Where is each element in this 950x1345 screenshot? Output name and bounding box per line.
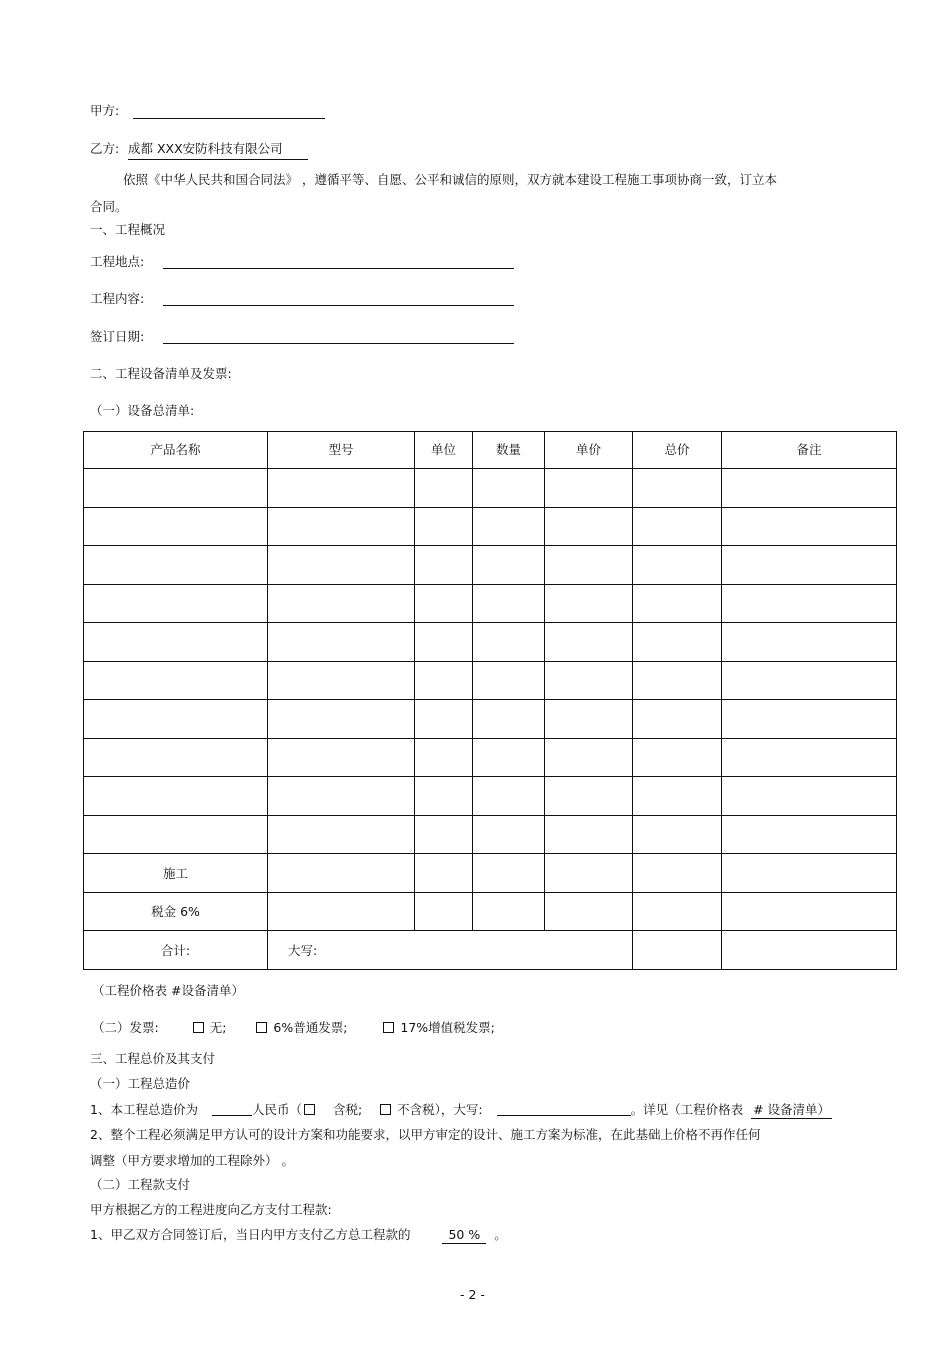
table-cell[interactable] [473,854,545,893]
party-a-label: 甲方: [90,103,120,118]
payment-percent: 50 % [442,1227,486,1244]
table-row-construction [84,854,897,893]
table-row [84,815,897,854]
table-cell[interactable] [545,892,633,931]
table-row [84,584,897,623]
table-cell[interactable] [545,661,633,700]
row-label-construction: 施工 [84,854,268,893]
table-cell[interactable] [722,815,897,854]
table-note: （工程价格表 #设备清单） [92,983,244,998]
invoice-option-vat: 17%增值税发票; [400,1020,495,1035]
table-cell[interactable] [473,738,545,777]
row-label-tax: 税金 6% [84,892,268,931]
table-cell[interactable] [545,584,633,623]
field-blank-location[interactable] [163,268,514,269]
equipment-table [83,431,897,970]
invoice-normal-checkbox[interactable] [256,1022,267,1033]
table-cell[interactable] [722,546,897,585]
table-cell[interactable] [473,584,545,623]
table-row-total [84,931,897,970]
table-cell[interactable] [415,700,473,739]
field-label-location: 工程地点: [90,254,145,269]
table-cell[interactable] [722,738,897,777]
table-cell[interactable] [415,507,473,546]
price-table-reference: # 设备清单） [753,1102,831,1117]
table-cell[interactable] [473,546,545,585]
table-cell[interactable] [633,931,722,970]
equipment-list-subtitle: （一）设备总清单: [90,403,195,418]
invoice-option-normal: 6%普通发票; [273,1020,348,1035]
table-cell[interactable] [633,777,722,816]
payment-item-1 [90,1225,507,1243]
section-3-title: 三、工程总价及其支付 [90,1051,216,1066]
table-cell[interactable] [633,854,722,893]
table-cell[interactable] [84,546,268,585]
table-row [84,507,897,546]
payment-intro: 甲方根据乙方的工程进度向乙方支付工程款: [90,1202,332,1217]
row-total-daxie[interactable]: 大写: [268,931,633,970]
section-1-title: 一、工程概况 [90,222,166,237]
table-cell[interactable] [415,738,473,777]
table-cell[interactable] [268,700,415,739]
table-cell[interactable] [268,815,415,854]
payment-item-1-end: 。 [494,1227,507,1242]
invoice-label: （二）发票: [92,1020,159,1035]
table-cell[interactable] [722,892,897,931]
invoice-vat-checkbox[interactable] [383,1022,394,1033]
table-cell[interactable] [84,584,268,623]
invoice-option-none: 无; [209,1020,227,1035]
payment-item-1-text: 1、甲乙双方合同签订后，当日内甲方支付乙方总工程款的 [90,1227,411,1242]
table-cell[interactable] [268,854,415,893]
party-b-label: 乙方: [90,141,120,156]
table-cell[interactable] [268,584,415,623]
header-product-name: 产品名称 [84,432,268,469]
total-price-suffix: 。详见（工程价格表 [630,1102,744,1117]
invoice-none-checkbox[interactable] [193,1022,204,1033]
total-price-prefix: 1、本工程总造价为 [90,1102,198,1117]
table-cell[interactable] [633,815,722,854]
table-cell[interactable] [415,777,473,816]
page-number: - 2 - [460,1287,485,1302]
total-price-currency: 人民币（ [251,1102,302,1117]
table-cell[interactable] [473,892,545,931]
table-row-tax [84,892,897,931]
table-cell[interactable] [415,584,473,623]
table-cell[interactable] [84,469,268,508]
table-cell[interactable] [633,661,722,700]
header-unit-price: 单价 [545,432,633,469]
field-label-content: 工程内容: [90,291,145,306]
table-cell[interactable] [473,469,545,508]
table-cell[interactable] [545,777,633,816]
table-cell[interactable] [84,507,268,546]
header-unit: 单位 [415,432,473,469]
table-cell[interactable] [268,892,415,931]
table-cell[interactable] [473,815,545,854]
table-cell[interactable] [722,777,897,816]
tax-included-label: 含税; [332,1102,363,1117]
table-cell[interactable] [633,738,722,777]
party-b-value: 成都 XXX安防科技有限公司 [128,139,308,160]
table-cell[interactable] [84,815,268,854]
table-cell[interactable] [545,854,633,893]
table-cell[interactable] [268,469,415,508]
field-label-date: 签订日期: [90,329,145,344]
table-cell[interactable] [473,777,545,816]
party-a-blank[interactable] [133,118,325,119]
table-cell[interactable] [633,892,722,931]
tax-excluded-checkbox[interactable] [380,1104,391,1115]
table-row [84,546,897,585]
table-cell[interactable] [722,623,897,662]
table-cell[interactable] [268,507,415,546]
table-cell[interactable] [473,700,545,739]
table-cell[interactable] [268,738,415,777]
table-cell[interactable] [545,507,633,546]
intro-line-2: 合同。 [90,199,128,214]
table-cell[interactable] [415,892,473,931]
table-cell[interactable] [722,700,897,739]
total-price-daxie-blank[interactable] [497,1103,631,1116]
section-2-title: 二、工程设备清单及发票: [90,366,232,381]
total-price-item [90,1100,832,1118]
table-cell[interactable] [84,623,268,662]
table-cell[interactable] [545,623,633,662]
payment-subtitle: （二）工程款支付 [90,1177,191,1192]
field-blank-date[interactable] [163,343,514,344]
table-cell[interactable] [268,546,415,585]
table-cell[interactable] [633,507,722,546]
table-cell[interactable] [415,546,473,585]
table-cell[interactable] [415,469,473,508]
tax-included-checkbox[interactable] [304,1104,315,1115]
table-row [84,700,897,739]
table-row [84,623,897,662]
table-cell[interactable] [722,931,897,970]
row-label-total: 合计: [84,931,268,970]
design-requirement-line-1: 2、整个工程必须满足甲方认可的设计方案和功能要求，以甲方审定的设计、施工方案为标准，在此基础上价格不再作任何 [90,1127,761,1142]
table-row [84,661,897,700]
table-cell[interactable] [545,546,633,585]
field-blank-content[interactable] [163,305,514,306]
table-cell[interactable] [722,469,897,508]
table-cell[interactable] [84,700,268,739]
table-cell[interactable] [722,507,897,546]
design-requirement-line-2: 调整（甲方要求增加的工程除外） 。 [90,1153,294,1168]
table-cell[interactable] [415,854,473,893]
table-row [84,738,897,777]
table-cell[interactable] [268,777,415,816]
table-cell[interactable] [545,738,633,777]
table-cell[interactable] [545,700,633,739]
invoice-line [92,1018,495,1036]
table-cell[interactable] [633,623,722,662]
table-cell[interactable] [473,507,545,546]
table-cell[interactable] [84,738,268,777]
table-cell[interactable] [633,584,722,623]
table-row [84,777,897,816]
total-price-subtitle: （一）工程总造价 [90,1076,191,1091]
table-cell[interactable] [545,469,633,508]
table-cell[interactable] [473,623,545,662]
table-cell[interactable] [545,815,633,854]
table-cell[interactable] [722,584,897,623]
table-cell[interactable] [722,854,897,893]
table-cell[interactable] [722,661,897,700]
table-cell[interactable] [415,623,473,662]
table-cell[interactable] [84,777,268,816]
intro-line-1: 依照《中华人民共和国合同法》 ，遵循平等、自愿、公平和诚信的原则，双方就本建设工程施工事项协商一致，订立本 [123,172,777,187]
table-cell[interactable] [415,661,473,700]
table-cell[interactable] [473,661,545,700]
table-header-row [84,432,897,469]
tax-excluded-label: 不含税），大写: [397,1102,483,1117]
table-cell[interactable] [633,700,722,739]
table-cell[interactable] [268,661,415,700]
total-price-amount-blank[interactable] [212,1103,252,1116]
header-model: 型号 [268,432,415,469]
table-cell[interactable] [633,469,722,508]
table-cell[interactable] [415,815,473,854]
table-cell[interactable] [84,661,268,700]
table-cell[interactable] [268,623,415,662]
table-row [84,469,897,508]
header-quantity: 数量 [473,432,545,469]
header-remarks: 备注 [722,432,897,469]
header-total-price: 总价 [633,432,722,469]
table-cell[interactable] [633,546,722,585]
